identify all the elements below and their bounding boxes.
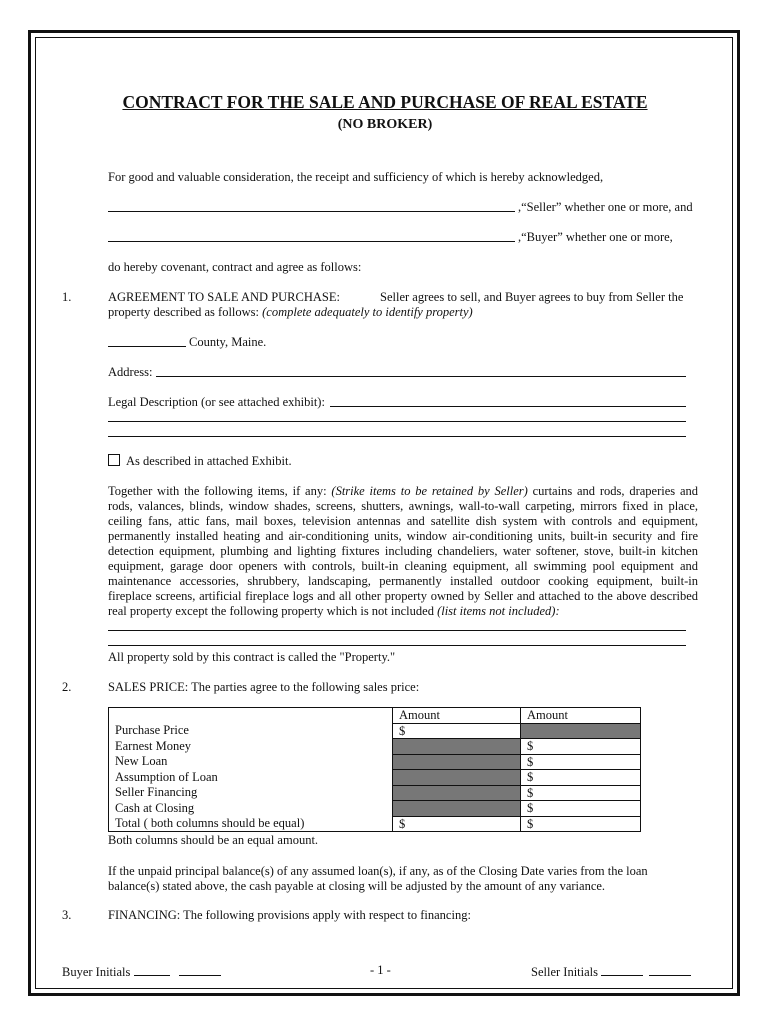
together-line-4: permanently installed heating and air-conditioning units, window air-conditioning units, built-in security and fire [108,529,698,543]
address-label: Address: [108,365,153,379]
row-amount-1 [393,754,521,770]
section-2-heading: SALES PRICE: The parties agree to the following sales price: [108,680,420,694]
document-title: CONTRACT FOR THE SALE AND PURCHASE OF REAL ESTATE [122,92,648,112]
section-3-heading: FINANCING: The following provisions apply with respect to financing: [108,908,471,922]
seller-label: ,“Seller” whether one or more, and [518,200,693,214]
buyer-initials-line-2[interactable] [179,963,221,976]
buyer-initials-label: Buyer Initials [62,965,131,979]
buyer-initials [62,963,221,980]
table-row [109,785,641,801]
row-amount-2[interactable]: $ [521,785,641,801]
exhibit-checkbox[interactable] [108,454,120,466]
together-line-5: detection equipment, plumbing and lighting fixtures including chandeliers, water softener, stove, built-in kitchen [108,544,698,558]
row-amount-2[interactable]: $ [521,801,641,817]
together-line-9: real property except the following property which is not included (list items not included): [108,604,560,618]
document-subtitle: (NO BROKER) [337,117,433,132]
exhibit-label: As described in attached Exhibit. [126,454,292,468]
row-amount-1 [393,739,521,755]
identify-property-note: (complete adequately to identify property) [262,305,473,319]
consideration-text: For good and valuable consideration, the receipt and sufficiency of which is hereby acknowledged, [108,170,604,184]
sales-price-table [108,707,641,832]
row-amount-1[interactable]: $ [393,723,521,739]
together-line-2: rods, valances, blinds, window shades, screens, shutters, awnings, wall-to-wall carpeting, mirrors fixed in place, [108,499,698,513]
section-3-number: 3. [62,908,72,922]
county-label: County, Maine. [189,335,267,349]
together-line-7: maintenance accessories, shrubbery, landscaping, permanently installed outdoor cooking equipment, built-in [108,574,698,588]
variance-text-2: balance(s) stated above, the cash payable at closing will be adjusted by the amount of any variance. [108,879,606,893]
county-line[interactable] [108,346,186,347]
table-header-amount-1: Amount [393,708,521,724]
table-row [109,723,641,739]
row-label: Earnest Money [109,739,393,755]
seller-initials-line-2[interactable] [649,963,691,976]
together-line-6: equipment, garage door openers with controls, built-in cleaning equipment, all swimming pool equipment and [108,559,698,573]
address-line[interactable] [156,376,686,377]
equal-amount-note: Both columns should be an equal amount. [108,833,319,847]
section-1-text: Seller agrees to sell, and Buyer agrees to buy from Seller the [380,290,684,304]
table-header-label [109,708,393,724]
row-amount-2[interactable]: $ [521,754,641,770]
legal-description-line-2[interactable] [108,421,686,422]
covenant-text: do hereby covenant, contract and agree as follows: [108,260,362,274]
row-amount-2[interactable]: $ [521,739,641,755]
together-line-1: Together with the following items, if any: (Strike items to be retained by Seller) curtains and rods, draperies and [108,484,698,498]
row-amount-2[interactable]: $ [521,816,641,832]
row-label: Seller Financing [109,785,393,801]
row-amount-2 [521,723,641,739]
seller-initials-label: Seller Initials [531,965,598,979]
section-1-line2 [108,305,473,320]
section-1-number: 1. [62,290,72,304]
strike-items-note: (Strike items to be retained by Seller) [331,484,528,498]
table-row [109,739,641,755]
table-row [109,801,641,817]
table-row-total [109,816,641,832]
row-label: Purchase Price [109,723,393,739]
property-note: All property sold by this contract is called the "Property." [108,650,396,664]
variance-text-1: If the unpaid principal balance(s) of any assumed loan(s), if any, as of the Closing Date varies from the loan [108,864,648,878]
seller-initials [531,963,691,980]
section-1-heading: AGREEMENT TO SALE AND PURCHASE: [108,290,340,304]
legal-description-line-1[interactable] [330,406,686,407]
list-items-note: (list items not included): [437,604,560,618]
table-header-row [109,708,641,724]
excluded-items-line-1[interactable] [108,630,686,631]
table-row [109,754,641,770]
buyer-name-line[interactable] [108,241,515,242]
row-label: Assumption of Loan [109,770,393,786]
seller-initials-line-1[interactable] [601,963,643,976]
property-described-text: property described as follows: [108,305,263,319]
together-line-8: fireplace screens, artificial fireplace logs and all other property owned by Seller and attached to the above described [108,589,698,603]
seller-name-line[interactable] [108,211,515,212]
section-2-number: 2. [62,680,72,694]
legal-description-label: Legal Description (or see attached exhibit): [108,395,325,409]
row-amount-2[interactable]: $ [521,770,641,786]
together-line-3: ceiling fans, attic fans, mail boxes, television antennas and satellite dish system with controls and equipment, [108,514,698,528]
row-amount-1[interactable]: $ [393,816,521,832]
row-amount-1 [393,801,521,817]
row-amount-1 [393,770,521,786]
row-amount-1 [393,785,521,801]
table-row [109,770,641,786]
row-label: Cash at Closing [109,801,393,817]
buyer-initials-line-1[interactable] [134,963,170,976]
table-header-amount-2: Amount [521,708,641,724]
excluded-items-line-2[interactable] [108,645,686,646]
row-label: New Loan [109,754,393,770]
row-label: Total ( both columns should be equal) [109,816,393,832]
buyer-label: ,“Buyer” whether one or more, [518,230,673,244]
legal-description-line-3[interactable] [108,436,686,437]
page-number: - 1 - [370,963,391,977]
